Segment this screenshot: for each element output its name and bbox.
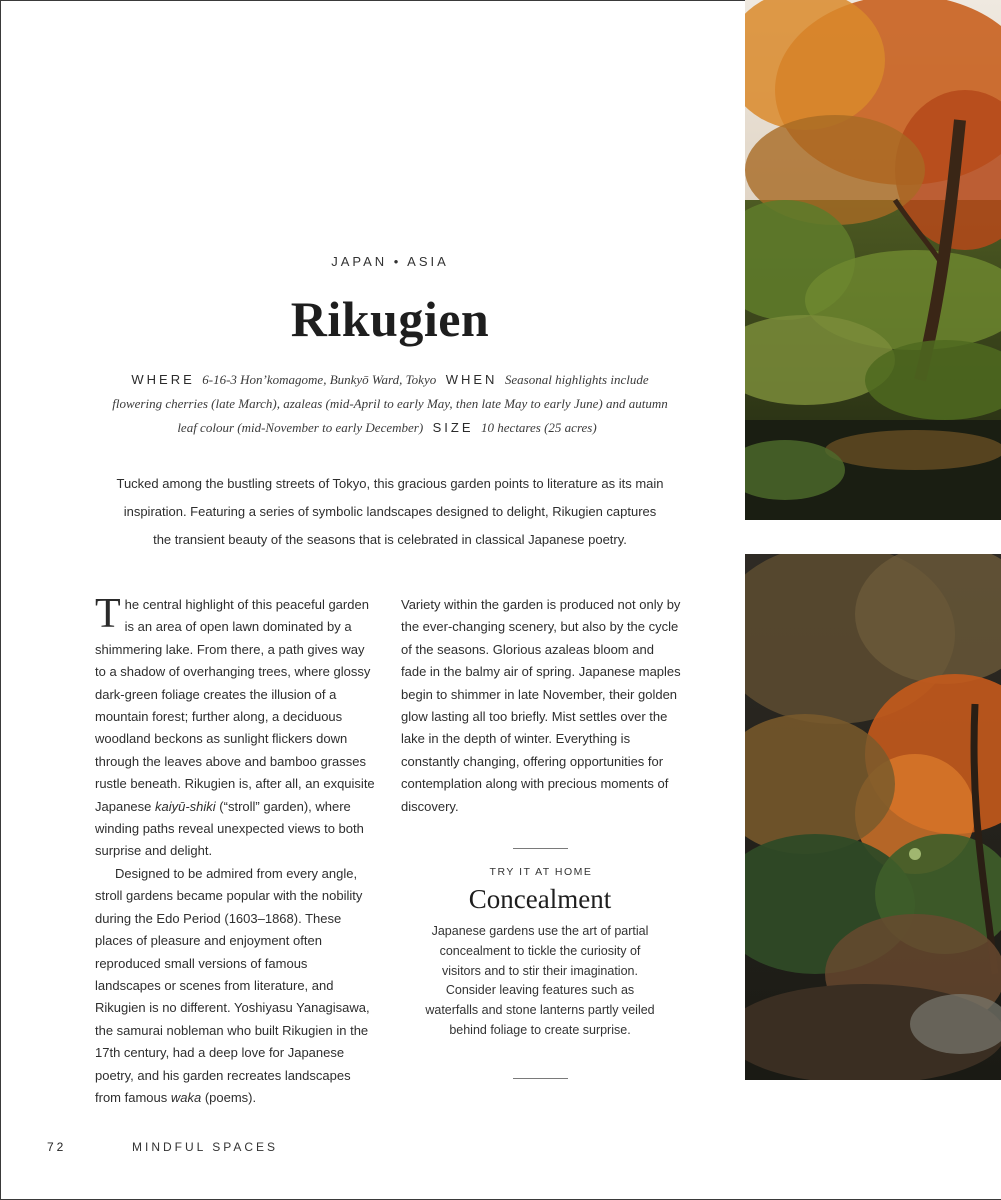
drop-cap: T xyxy=(95,591,121,637)
tip-body: Japanese gardens use the art of partial concealment to tickle the curiosity of visitors and to stir their imagination. Consider leaving features such as waterfalls and stone lanterns partly veiled behind foliage to create surprise. xyxy=(425,924,655,1037)
tip-divider-bottom xyxy=(513,1078,568,1079)
size-value: 10 hectares (25 acres) xyxy=(481,420,597,435)
where-label: WHERE xyxy=(131,372,195,387)
page-number: 72 xyxy=(47,1140,67,1154)
tip-divider-top xyxy=(513,848,568,849)
autumn-garden-photo-top xyxy=(745,0,1001,520)
autumn-garden-photo-bottom xyxy=(745,554,1001,1080)
page-title: Rikugien xyxy=(290,291,490,347)
tip-label: TRY IT AT HOME xyxy=(489,866,593,878)
running-head: MINDFUL SPACES xyxy=(132,1140,279,1154)
region-label: JAPAN • ASIA xyxy=(331,254,449,269)
when-value: Seasonal highlights include flowering cherries (late March), azaleas (mid-April to early May, then late May to early June) and autumn leaf colour (mid-November to early December) xyxy=(112,372,668,435)
intro-paragraph: Tucked among the bustling streets of Tokyo, this gracious garden points to literature as its main inspiration. Featuring a series of symbolic landscapes designed to delight, Rikugien captures the transient beauty of the seasons that is celebrated in classical Japanese poetry. xyxy=(116,476,664,547)
where-value: 6-16-3 Hon’komagome, Bunkyō Ward, Tokyo xyxy=(202,372,437,387)
body-column-right xyxy=(401,594,681,818)
body-paragraph-3: Variety within the garden is produced not only by the ever-changing scenery, but also by the cycle of the seasons. Glorious azaleas bloom and fade in the balmy air of spring. Japanese maples begin to shimmer in late November, their golden glow lasting all too briefly. Mist settles over the lake in the depth of winter. Everything is constantly changing, offering opportunities for contemplation along with precious moments of discovery. xyxy=(401,597,681,814)
garden-facts xyxy=(110,368,670,440)
tip-title: Concealment xyxy=(468,884,612,914)
body-column-left xyxy=(95,591,375,1109)
body-paragraph-2: Designed to be admired from every angle, stroll gardens became popular with the nobility during the Edo Period (1603–1868). These places of pleasure and enjoyment often reproduced small versions of famous landscapes or scenes from literature, and Rikugien is no different. Yoshiyasu Yanagisawa, the samurai nobleman who built Rikugien in the 17th century, had a deep love for Japanese poetry, and his garden recreates landscapes from famous waka (poems). xyxy=(95,865,370,1105)
body-paragraph-1: The central highlight of this peaceful garden is an area of open lawn dominated by a shimmering lake. From there, a path gives way to a shadow of overhanging trees, where glossy dark-green foliage creates the illusion of a mountain forest; further along, a deciduous woodland beckons as sunlight flickers down through the leaves above and bamboo grasses rustle beneath. Rikugien is, after all, an exquisite Japanese kaiyū-shiki (“stroll” garden), where winding paths reveal unexpected views to both surprise and delight. xyxy=(95,591,375,859)
size-label: SIZE xyxy=(432,420,474,435)
when-label: WHEN xyxy=(445,372,498,387)
